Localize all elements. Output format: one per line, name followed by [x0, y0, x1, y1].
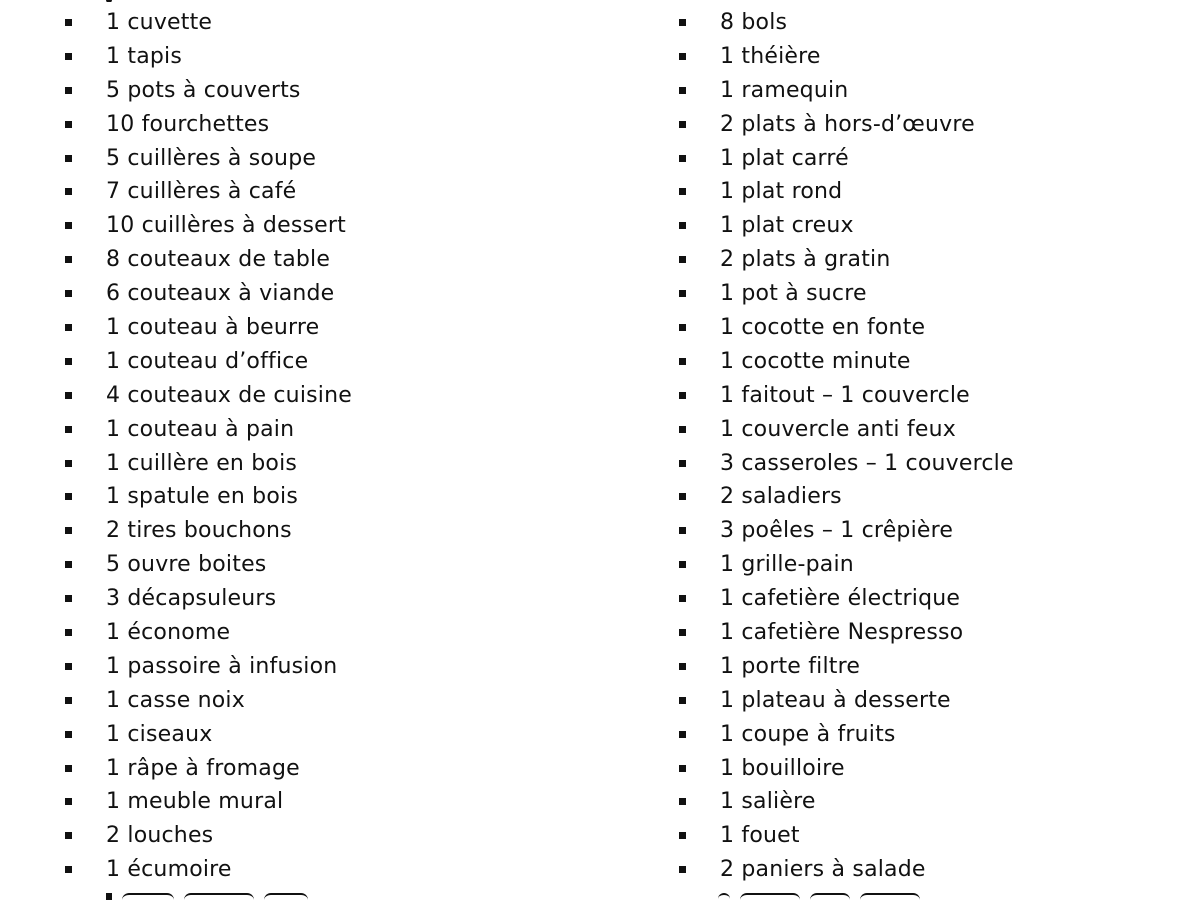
square-bullet-icon	[65, 155, 72, 162]
square-bullet-icon	[65, 53, 72, 60]
square-bullet-icon	[679, 697, 686, 704]
right-item-label: 1 grille-pain	[720, 552, 854, 578]
left-item-label: 4 couteaux de cuisine	[106, 382, 352, 408]
left-item-label: 1 couteau d’office	[106, 348, 309, 374]
right-item-label: 1 plat carré	[720, 145, 849, 171]
right-item-label: 1 cocotte minute	[720, 348, 911, 374]
square-bullet-icon	[65, 87, 72, 94]
square-bullet-icon	[65, 561, 72, 568]
left-item-label: 1 meuble mural	[106, 789, 284, 815]
right-item-label: 1 plat creux	[720, 213, 854, 239]
square-bullet-icon	[65, 290, 72, 297]
square-bullet-icon	[65, 832, 72, 839]
left-item-label: 6 couteaux à viande	[106, 281, 335, 307]
square-bullet-icon	[65, 629, 72, 636]
square-bullet-icon	[679, 527, 686, 534]
square-bullet-icon	[65, 324, 72, 331]
square-bullet-icon	[679, 392, 686, 399]
right-item-label: 8 bols	[720, 10, 788, 35]
left-item-label: 1 cuvette	[106, 10, 213, 35]
partial-top-line	[106, 0, 126, 2]
square-bullet-icon	[679, 19, 686, 26]
square-bullet-icon	[65, 663, 72, 670]
square-bullet-icon	[679, 188, 686, 195]
square-bullet-icon	[65, 765, 72, 772]
left-item-label: 1 spatule en bois	[106, 484, 298, 510]
square-bullet-icon	[65, 188, 72, 195]
square-bullet-icon	[65, 222, 72, 229]
left-item-label: 1 cuillère en bois	[106, 450, 298, 476]
right-item-label: 1 salière	[720, 789, 816, 815]
square-bullet-icon	[65, 19, 72, 26]
right-item-label: 2 plats à hors-d’œuvre	[720, 111, 975, 137]
right-item-label: 3 poêles – 1 crêpière	[720, 518, 954, 544]
square-bullet-icon	[679, 798, 686, 805]
right-item-label: 2 paniers à salade	[720, 857, 926, 883]
left-item-label: 1 économe	[106, 620, 231, 646]
square-bullet-icon	[679, 663, 686, 670]
left-item-label: 8 couteaux de table	[106, 247, 331, 273]
square-bullet-icon	[679, 358, 686, 365]
square-bullet-icon	[679, 595, 686, 602]
square-bullet-icon	[65, 493, 72, 500]
square-bullet-icon	[65, 121, 72, 128]
right-item-label: 3 casseroles – 1 couvercle	[720, 450, 1014, 476]
right-item-label: 2 plats à gratin	[720, 247, 891, 273]
right-item-label: 1 plat rond	[720, 179, 843, 205]
left-item-label: 1 casse noix	[106, 687, 245, 713]
left-item-label: 5 cuillères à soupe	[106, 145, 317, 171]
square-bullet-icon	[679, 731, 686, 738]
left-item-label: 1 ciseaux	[106, 721, 213, 747]
partial-bottom-line-right	[718, 893, 938, 900]
square-bullet-icon	[65, 527, 72, 534]
right-item-label: 1 cafetière Nespresso	[720, 620, 964, 646]
square-bullet-icon	[679, 866, 686, 873]
right-item-label: 1 porte filtre	[720, 653, 861, 679]
square-bullet-icon	[65, 798, 72, 805]
left-item-label: 1 passoire à infusion	[106, 653, 338, 679]
left-item-label: 2 tires bouchons	[106, 518, 292, 544]
left-item-label: 5 pots à couverts	[106, 77, 301, 103]
right-item-label: 1 théière	[720, 43, 821, 69]
right-item-label: 1 cafetière électrique	[720, 586, 961, 612]
square-bullet-icon	[679, 629, 686, 636]
left-item-label: 1 couteau à pain	[106, 416, 295, 442]
right-item-label: 1 cocotte en fonte	[720, 315, 926, 341]
square-bullet-icon	[65, 731, 72, 738]
square-bullet-icon	[65, 460, 72, 467]
square-bullet-icon	[679, 87, 686, 94]
left-item-label: 1 tapis	[106, 43, 183, 69]
square-bullet-icon	[679, 53, 686, 60]
right-item-label: 1 plateau à desserte	[720, 687, 951, 713]
square-bullet-icon	[679, 256, 686, 263]
right-item-label: 1 pot à sucre	[720, 281, 867, 307]
right-item-label: 1 coupe à fruits	[720, 721, 896, 747]
square-bullet-icon	[679, 765, 686, 772]
square-bullet-icon	[65, 595, 72, 602]
left-item-label: 10 cuillères à dessert	[106, 213, 346, 239]
partial-bottom-line-left	[106, 893, 336, 900]
left-item-label: 7 cuillères à café	[106, 179, 297, 205]
left-item-label: 10 fourchettes	[106, 111, 270, 137]
right-item-label: 1 couvercle anti feux	[720, 416, 956, 442]
square-bullet-icon	[65, 392, 72, 399]
right-item-label: 1 fouet	[720, 823, 800, 849]
left-item-label: 1 râpe à fromage	[106, 755, 300, 781]
square-bullet-icon	[65, 256, 72, 263]
square-bullet-icon	[679, 493, 686, 500]
left-item-label: 3 décapsuleurs	[106, 586, 277, 612]
right-item-label: 1 faitout – 1 couvercle	[720, 382, 970, 408]
square-bullet-icon	[65, 866, 72, 873]
left-item-label: 5 ouvre boites	[106, 552, 267, 578]
square-bullet-icon	[679, 290, 686, 297]
left-item-label: 2 louches	[106, 823, 214, 849]
right-item-label: 1 bouilloire	[720, 755, 845, 781]
square-bullet-icon	[679, 155, 686, 162]
square-bullet-icon	[679, 832, 686, 839]
square-bullet-icon	[679, 561, 686, 568]
right-item-label: 1 ramequin	[720, 77, 849, 103]
square-bullet-icon	[679, 426, 686, 433]
square-bullet-icon	[679, 121, 686, 128]
left-item-label: 1 écumoire	[106, 857, 232, 883]
left-item-label: 1 couteau à beurre	[106, 315, 320, 341]
square-bullet-icon	[679, 222, 686, 229]
right-item-label: 2 saladiers	[720, 484, 842, 510]
square-bullet-icon	[679, 460, 686, 467]
square-bullet-icon	[65, 697, 72, 704]
square-bullet-icon	[65, 426, 72, 433]
square-bullet-icon	[65, 358, 72, 365]
square-bullet-icon	[679, 324, 686, 331]
